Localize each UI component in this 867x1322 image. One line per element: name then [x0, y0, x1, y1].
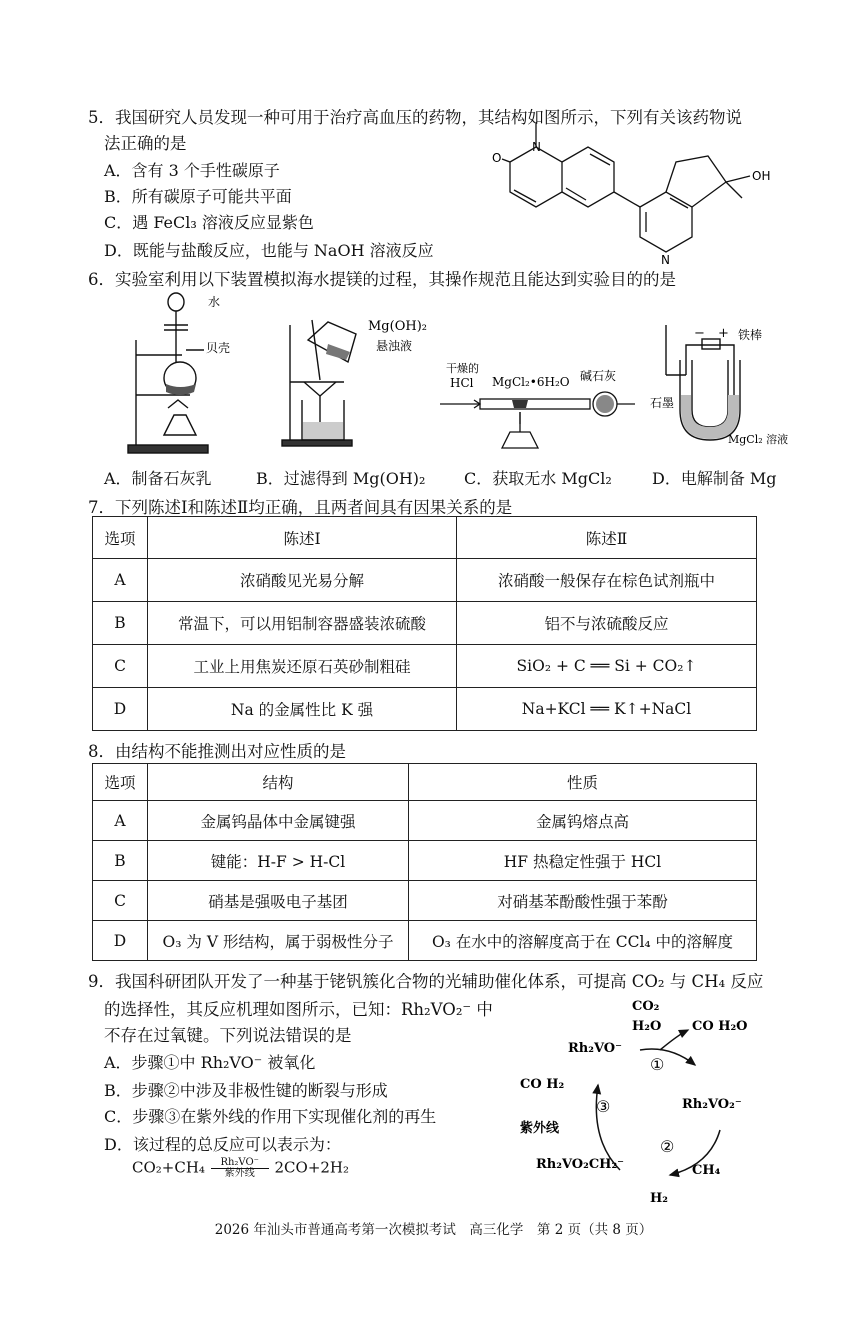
table-row	[93, 801, 757, 841]
table-cell: Na 的金属性比 K 强	[148, 688, 457, 731]
q9-stem-line1: 9．我国科研团队开发了一种基于铑钒簇化合物的光辅助催化体系，可提高 CO₂ 与 CH₄ 反应	[88, 972, 764, 991]
q6-caption-d: D．电解制备 Mg	[652, 469, 777, 488]
equation-condition: 紫外线	[224, 1168, 255, 1179]
equation-arrow	[210, 1158, 270, 1179]
table-cell: 铝不与浓硫酸反应	[457, 602, 757, 645]
mol-n1-label: N	[532, 140, 541, 154]
mol-o-label: O	[492, 151, 502, 165]
header-cell: 结构	[148, 764, 409, 801]
q7-table	[92, 516, 757, 731]
table-cell: D	[93, 921, 148, 961]
table-cell: C	[93, 881, 148, 921]
q6-apparatus-d	[650, 315, 800, 455]
cycle-co-h2o-out: CO H₂O	[692, 1019, 748, 1034]
table-cell: 工业上用焦炭还原石英砂制粗硅	[148, 645, 457, 688]
equation-catalyst: Rh₂VO⁻	[220, 1157, 259, 1168]
q5-option-a: A．含有 3 个手性碳原子	[104, 161, 280, 180]
table-cell: B	[93, 602, 148, 645]
q6-caption-b: B．过滤得到 Mg(OH)₂	[256, 469, 426, 488]
cycle-step1: ①	[650, 1055, 665, 1074]
q8-stem: 8．由结构不能推测出对应性质的是	[88, 742, 346, 761]
q7-stem: 7．下列陈述Ⅰ和陈述Ⅱ均正确，且两者间具有因果关系的是	[88, 498, 513, 517]
equation-right: 2CO+2H₂	[274, 1158, 350, 1177]
apparatus-c-hcl-label: HCl	[450, 376, 474, 390]
cycle-step2: ②	[660, 1137, 675, 1156]
q9-total-equation	[132, 1158, 349, 1179]
table-cell: O₃ 在水中的溶解度高于在 CCl₄ 中的溶解度	[409, 921, 757, 961]
cycle-ch4: CH₄	[692, 1163, 721, 1178]
apparatus-a-shell-label: 贝壳	[206, 341, 231, 355]
header-cell: 陈述Ⅰ	[148, 517, 457, 559]
mol-n2-label: N	[661, 253, 670, 267]
table-cell: D	[93, 688, 148, 731]
apparatus-d-minus-label: −	[694, 326, 705, 341]
cycle-rh2vo: Rh₂VO⁻	[568, 1041, 622, 1056]
table-cell: 浓硝酸一般保存在棕色试剂瓶中	[457, 559, 757, 602]
q5-option-c: C．遇 FeCl₃ 溶液反应显紫色	[104, 213, 314, 232]
q5-stem-line1: 5．我国研究人员发现一种可用于治疗高血压的药物，其结构如图所示，下列有关该药物说	[88, 108, 742, 127]
q6-apparatus-b	[272, 300, 452, 450]
apparatus-d-solution-label: MgCl₂ 溶液	[728, 433, 789, 446]
cycle-uv: 紫外线	[520, 1121, 560, 1136]
table-row	[93, 881, 757, 921]
header-cell: 性质	[409, 764, 757, 801]
apparatus-c-salt-label: MgCl₂•6H₂O	[492, 375, 570, 389]
q5-stem-line2: 法正确的是	[104, 134, 187, 153]
table-cell: HF 热稳定性强于 HCl	[409, 841, 757, 881]
table-cell: 金属钨熔点高	[409, 801, 757, 841]
cycle-rh2vo2: Rh₂VO₂⁻	[682, 1097, 742, 1112]
q5-molecule-structure	[480, 104, 780, 274]
q5-option-d: D．既能与盐酸反应，也能与 NaOH 溶液反应	[104, 241, 434, 260]
cycle-h2: H₂	[650, 1191, 668, 1206]
table-row	[93, 841, 757, 881]
table-header-row	[93, 517, 757, 559]
table-row	[93, 645, 757, 688]
table-cell: 硝基是强吸电子基团	[148, 881, 409, 921]
table-cell: 浓硝酸见光易分解	[148, 559, 457, 602]
table-cell: O₃ 为 V 形结构，属于弱极性分子	[148, 921, 409, 961]
table-row	[93, 602, 757, 645]
q6-caption-a: A．制备石灰乳	[104, 469, 212, 488]
q6-apparatus-a	[120, 290, 240, 460]
q6-apparatus-c	[440, 362, 640, 462]
mol-oh-label: OH	[752, 169, 771, 183]
q9-stem-line2: 的选择性，其反应机理如图所示，已知：Rh₂VO₂⁻ 中	[104, 1000, 493, 1019]
equation-left: CO₂+CH₄	[132, 1158, 205, 1177]
header-cell: 陈述Ⅱ	[457, 517, 757, 559]
q9-option-b: B．步骤②中涉及非极性键的断裂与形成	[104, 1081, 388, 1100]
table-row	[93, 921, 757, 961]
q9-stem-line3: 不存在过氧键。下列说法错误的是	[104, 1026, 352, 1045]
page-footer: 2026 年汕头市普通高考第一次模拟考试 高三化学 第 2 页（共 8 页）	[214, 1222, 653, 1238]
apparatus-b-mgoh2-label: Mg(OH)₂	[368, 319, 427, 334]
apparatus-c-dry-label: 干燥的	[446, 362, 479, 375]
header-cell: 选项	[93, 517, 148, 559]
q9-option-d: D．该过程的总反应可以表示为：	[104, 1135, 341, 1154]
table-cell: 对硝基苯酚酸性强于苯酚	[409, 881, 757, 921]
table-cell: C	[93, 645, 148, 688]
apparatus-c-lime-label: 碱石灰	[580, 369, 617, 383]
table-cell: A	[93, 559, 148, 602]
table-cell: 常温下，可以用铝制容器盛装浓硫酸	[148, 602, 457, 645]
q9-option-c: C．步骤③在紫外线的作用下实现催化剂的再生	[104, 1107, 437, 1126]
cycle-co-h2: CO H₂	[520, 1077, 565, 1092]
apparatus-d-plus-label: +	[718, 326, 729, 341]
table-cell: SiO₂ + C ══ Si + CO₂↑	[457, 645, 757, 688]
cycle-co2: CO₂	[632, 999, 660, 1014]
cycle-step3: ③	[596, 1097, 611, 1116]
table-cell: Na+KCl ══ K↑+NaCl	[457, 688, 757, 731]
table-row	[93, 559, 757, 602]
q8-table	[92, 763, 757, 961]
cycle-rh2vo2ch2: Rh₂VO₂CH₂⁻	[536, 1157, 625, 1172]
apparatus-d-graphite-label: 石墨	[650, 396, 675, 410]
apparatus-b-suspension-label: 悬浊液	[376, 339, 413, 353]
q9-option-a: A．步骤①中 Rh₂VO⁻ 被氧化	[104, 1053, 316, 1072]
apparatus-a-water-label: 水	[208, 295, 221, 309]
q9-catalytic-cycle	[510, 990, 800, 1210]
q6-stem: 6．实验室利用以下装置模拟海水提镁的过程，其操作规范且能达到实验目的的是	[88, 270, 676, 289]
q5-option-b: B．所有碳原子可能共平面	[104, 187, 292, 206]
header-cell: 选项	[93, 764, 148, 801]
table-cell: A	[93, 801, 148, 841]
table-header-row	[93, 764, 757, 801]
table-cell: B	[93, 841, 148, 881]
table-cell: 金属钨晶体中金属键强	[148, 801, 409, 841]
cycle-h2o-in: H₂O	[632, 1019, 662, 1034]
apparatus-d-rod-label: 铁棒	[738, 328, 763, 342]
q6-caption-c: C．获取无水 MgCl₂	[464, 469, 612, 488]
table-row	[93, 688, 757, 731]
table-cell: 键能：H-F > H-Cl	[148, 841, 409, 881]
